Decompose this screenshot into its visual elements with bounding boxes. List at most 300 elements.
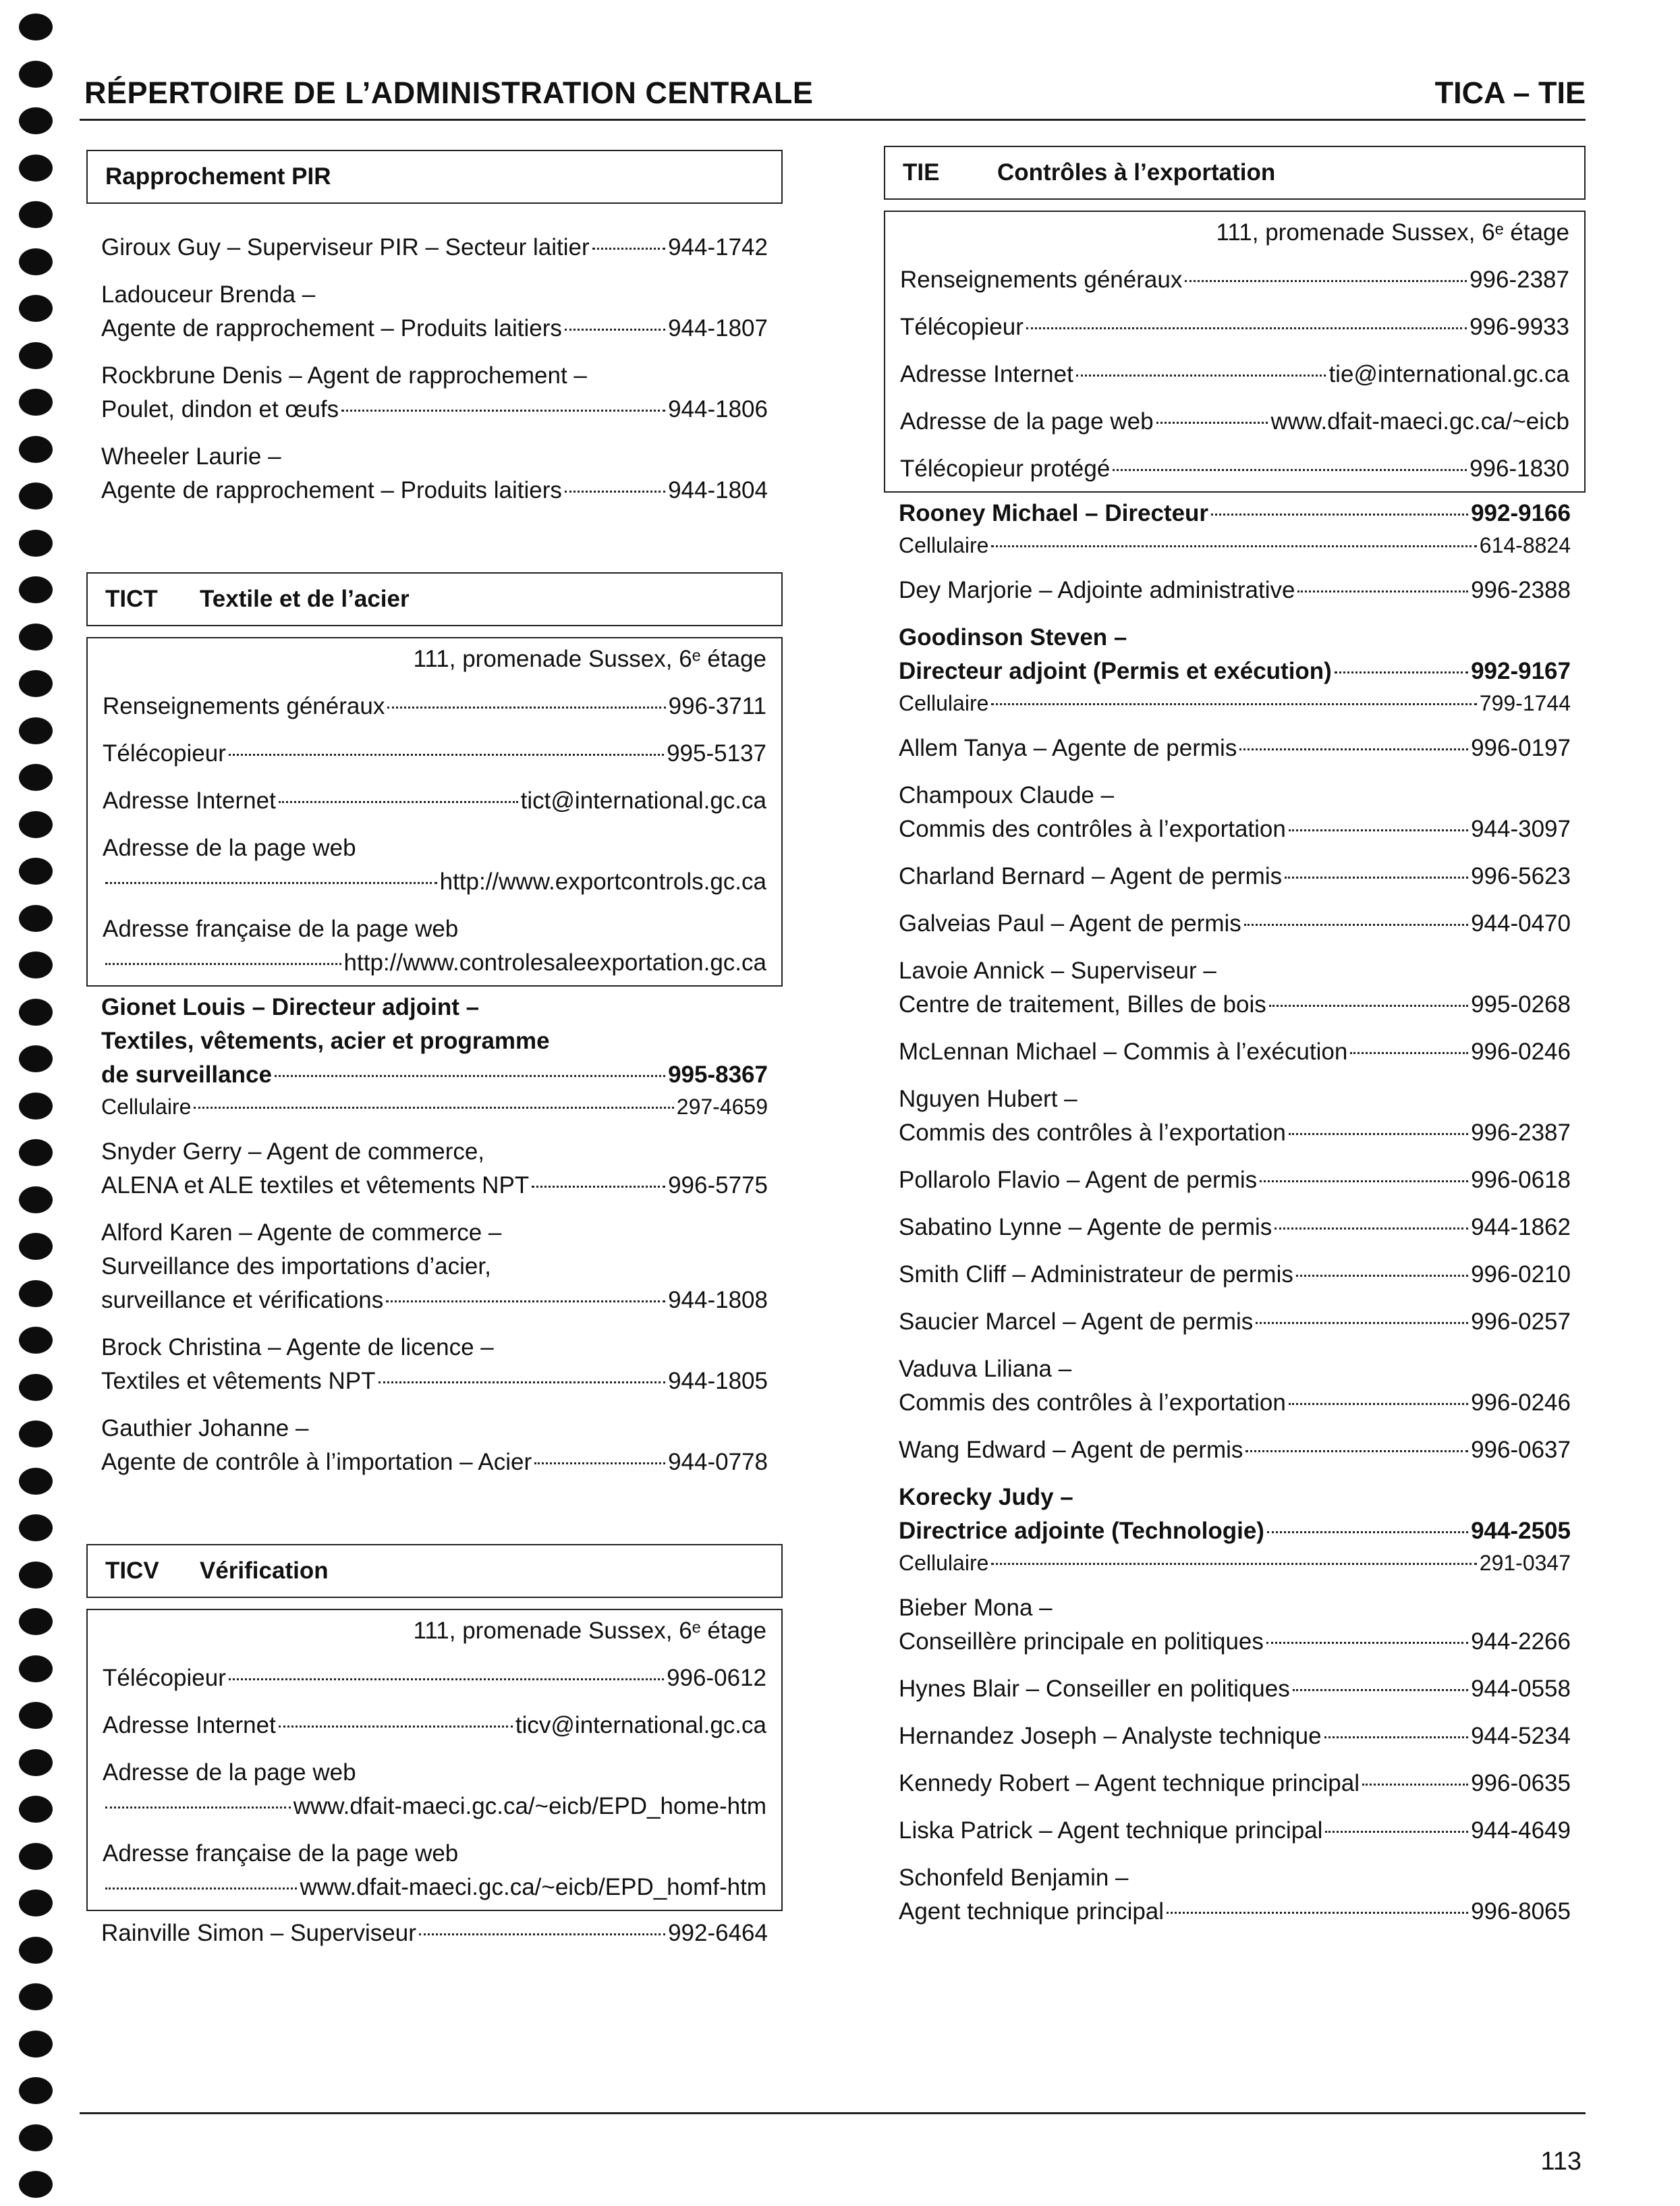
dotted-row: [101, 1445, 768, 1479]
binder-hole: [19, 1749, 53, 1776]
dot-leader: [1275, 1228, 1468, 1230]
info-entry: [103, 737, 766, 771]
entry-label: Galveias Paul – Agent de permis: [899, 910, 1241, 937]
info-entry: [900, 405, 1569, 439]
entry-value: tie@international.gc.ca: [1328, 361, 1569, 387]
dot-leader: [1267, 1531, 1468, 1533]
person-entry: [899, 732, 1571, 765]
binder-hole: [19, 2171, 53, 2198]
entry-value: 996-0635: [1471, 1770, 1571, 1796]
tie-group-3: [884, 1591, 1586, 1929]
info-entry: [103, 1661, 766, 1695]
person-entry: [899, 1719, 1571, 1753]
binder-hole: [19, 1280, 53, 1307]
person-entry: [899, 1163, 1571, 1197]
person-entry: [899, 621, 1571, 718]
dotted-row: [899, 574, 1571, 607]
entry-label: Directeur adjoint (Permis et exécution): [899, 658, 1332, 684]
dot-leader: [1211, 514, 1468, 516]
dot-leader: [1297, 590, 1468, 592]
entry-value: 944-2266: [1471, 1628, 1571, 1655]
entry-label: Adresse française de la page web: [103, 916, 459, 942]
dot-leader: [105, 1887, 297, 1890]
entry-label: Adresse Internet: [103, 788, 276, 814]
dot-leader: [229, 754, 664, 756]
entry-line: Gauthier Johanne –: [101, 1415, 309, 1441]
page-number: 113: [1540, 2147, 1581, 2176]
binder-hole: [19, 1374, 53, 1401]
entry-label: Charland Bernard – Agent de permis: [899, 863, 1283, 889]
dot-leader: [275, 1075, 665, 1077]
binder-hole: [19, 342, 53, 369]
dot-leader: [229, 1678, 664, 1680]
dotted-row: [900, 358, 1569, 391]
entry-label: de surveillance: [101, 1061, 272, 1088]
dotted-row: [101, 1169, 768, 1203]
binder-hole: [19, 389, 53, 416]
dot-leader: [1113, 469, 1467, 471]
binder-hole: [19, 1562, 53, 1589]
entry-value: http://www.exportcontrols.gc.ca: [439, 868, 766, 895]
dotted-row: [103, 737, 766, 771]
binder-hole: [19, 61, 53, 88]
dot-leader: [105, 963, 341, 965]
dot-leader: [532, 1186, 665, 1188]
entry-label: Adresse Internet: [900, 361, 1073, 387]
dot-leader: [387, 707, 665, 709]
entry-value: 996-0210: [1471, 1261, 1571, 1288]
dotted-row: [899, 1625, 1571, 1659]
entry-value: 944-1862: [1471, 1214, 1571, 1240]
entry-label: Adresse française de la page web: [103, 1840, 459, 1867]
entry-value: 996-3711: [668, 693, 766, 719]
entry-label: Télécopieur protégé: [900, 456, 1111, 482]
entry-label: Adresse de la page web: [900, 408, 1154, 435]
entry-label: Commis des contrôles à l’exportation: [899, 1120, 1286, 1146]
entry-value: 944-3097: [1471, 816, 1571, 842]
dot-leader: [1256, 1322, 1468, 1324]
entry-value: 944-1804: [668, 477, 768, 503]
person-entry: [899, 1258, 1571, 1292]
entry-line: Brock Christina – Agente de licence –: [101, 1334, 494, 1360]
entry-label: Renseignements généraux: [900, 267, 1183, 293]
person-entry: [101, 278, 768, 346]
entry-label: Agente de rapprochement – Produits laitiers: [101, 315, 562, 341]
person-entry: [899, 574, 1571, 607]
entry-line: Alford Karen – Agente de commerce –: [101, 1219, 502, 1246]
entry-label: Rooney Michael – Directeur: [899, 500, 1209, 526]
binder-hole: [19, 1186, 53, 1213]
address: 111, promenade Sussex, 6ᵉ étage: [1216, 219, 1569, 246]
dotted-row: [101, 393, 768, 426]
dot-leader: [592, 248, 665, 250]
person-entry: [899, 1082, 1571, 1150]
entry-value: 996-0637: [1471, 1437, 1571, 1463]
person-entry: [101, 440, 768, 507]
binder-hole: [19, 2031, 53, 2058]
ticv-info-list: [103, 1661, 766, 1904]
person-entry: [899, 1481, 1571, 1578]
entry-value: 944-1808: [668, 1287, 768, 1313]
dotted-row: [103, 1709, 766, 1742]
binder-hole: [19, 624, 53, 651]
tict-head: [86, 991, 783, 1122]
dotted-row: [899, 1895, 1571, 1929]
entry-label: Giroux Guy – Superviseur PIR – Secteur laitier: [101, 234, 590, 260]
dotted-row: [899, 1814, 1571, 1848]
dotted-row: [101, 1092, 768, 1122]
dot-leader: [1285, 877, 1468, 879]
tict-people: [86, 1135, 783, 1479]
person-entry: [101, 1216, 768, 1317]
dot-leader: [1239, 748, 1468, 750]
dot-leader: [991, 703, 1476, 705]
entry-line: Ladouceur Brenda –: [101, 281, 316, 308]
tict-info-box: [86, 637, 783, 987]
dotted-row: [899, 1548, 1571, 1578]
binder-hole: [19, 482, 53, 509]
dot-leader: [194, 1107, 673, 1109]
dot-leader: [1026, 327, 1467, 329]
entry-line: Surveillance des importations d’acier,: [101, 1253, 491, 1279]
tict-info-list: [103, 690, 766, 980]
binder-hole: [19, 1796, 53, 1823]
person-entry: [899, 497, 1571, 560]
info-entry: [103, 1837, 766, 1904]
binder-hole: [19, 905, 53, 932]
binder-hole: [19, 858, 53, 885]
person-entry: [101, 991, 768, 1122]
entry-value: 944-5234: [1471, 1723, 1571, 1749]
binder-hole: [19, 1890, 53, 1917]
entry-label: Liska Patrick – Agent technique principal: [899, 1817, 1323, 1844]
dotted-row: [900, 405, 1569, 439]
dot-leader: [1260, 1180, 1468, 1182]
entry-line: Goodinson Steven –: [899, 624, 1127, 651]
binder-hole: [19, 248, 53, 275]
entry-value: 799-1744: [1479, 691, 1571, 715]
binder-hole: [19, 1514, 53, 1541]
entry-value: 614-8824: [1479, 533, 1571, 557]
dot-leader: [1289, 829, 1468, 831]
binder-hole: [19, 1421, 53, 1447]
dot-leader: [105, 1807, 291, 1809]
entry-value: 944-1805: [668, 1368, 768, 1394]
dot-leader: [386, 1300, 665, 1302]
address: 111, promenade Sussex, 6ᵉ étage: [413, 646, 766, 672]
binder-hole: [19, 1468, 53, 1495]
entry-value: 996-0618: [1471, 1167, 1571, 1193]
section-title: Vérification: [200, 1557, 329, 1584]
entry-label: Dey Marjorie – Adjointe administrative: [899, 577, 1295, 603]
dot-leader: [1296, 1275, 1468, 1277]
person-entry: [899, 779, 1571, 846]
person-entry: [899, 1767, 1571, 1800]
dot-leader: [1266, 1642, 1468, 1644]
binder-hole: [19, 155, 53, 182]
entry-label: Commis des contrôles à l’exportation: [899, 816, 1286, 842]
dot-leader: [1324, 1736, 1469, 1738]
dotted-row: [900, 310, 1569, 344]
ticv-people: [86, 1917, 783, 1950]
entry-label: Télécopieur: [900, 314, 1024, 340]
entry-value: 992-6464: [668, 1920, 768, 1946]
binder-hole: [19, 576, 53, 603]
binder-hole: [19, 436, 53, 463]
entry-label: surveillance et vérifications: [101, 1287, 384, 1313]
dot-leader: [565, 329, 665, 331]
person-entry: [899, 1035, 1571, 1069]
binder-hole: [19, 1702, 53, 1729]
entry-label: Directrice adjointe (Technologie): [899, 1518, 1264, 1544]
person-entry: [101, 359, 768, 426]
section-header-pir: [86, 150, 783, 204]
tie-director: [884, 497, 1586, 560]
entry-value: 996-9933: [1469, 314, 1569, 340]
entry-value: 944-0558: [1471, 1676, 1571, 1702]
tie-info-list: [900, 263, 1569, 486]
dot-leader: [1289, 1133, 1468, 1135]
entry-value: 944-1807: [668, 315, 768, 341]
dotted-row: [899, 1672, 1571, 1706]
tie-group-2: [884, 732, 1586, 1467]
dotted-row: [899, 1719, 1571, 1753]
dotted-row: [899, 1035, 1571, 1069]
person-entry: [101, 231, 768, 265]
entry-label: Sabatino Lynne – Agente de permis: [899, 1214, 1272, 1240]
entry-value: 996-0612: [667, 1665, 766, 1691]
section-code: TICV: [105, 1557, 159, 1584]
dotted-row: [899, 1386, 1571, 1420]
entry-value: http://www.controlesaleexportation.gc.ca: [343, 949, 766, 976]
entry-value: 996-5775: [668, 1172, 768, 1198]
entry-value: 996-1830: [1469, 456, 1569, 482]
entry-value: 992-9166: [1471, 500, 1571, 526]
entry-line: Textiles, vêtements, acier et programme: [101, 1028, 550, 1054]
dotted-row: [900, 452, 1569, 486]
dotted-row: [899, 988, 1571, 1022]
dot-leader: [341, 410, 665, 412]
entry-label: Allem Tanya – Agente de permis: [899, 735, 1237, 761]
section-code: TIE: [903, 159, 940, 186]
person-entry: [899, 1814, 1571, 1848]
dotted-row: [899, 1514, 1571, 1548]
dotted-row: [899, 1433, 1571, 1467]
dotted-row: [101, 231, 768, 265]
dot-leader: [279, 1726, 513, 1728]
binder-hole: [19, 2124, 53, 2151]
person-entry: [101, 1135, 768, 1203]
entry-value: 996-0257: [1471, 1308, 1571, 1335]
entry-value: 996-0197: [1471, 735, 1571, 761]
binder-hole: [19, 1983, 53, 2010]
person-entry: [101, 1412, 768, 1479]
dot-leader: [279, 801, 518, 803]
tie-group-1: [884, 574, 1586, 607]
binder-hole: [19, 1093, 53, 1120]
binder-hole: [19, 670, 53, 697]
dotted-row: [101, 1917, 768, 1950]
binder-holes: [19, 13, 53, 2200]
entry-line: Korecky Judy –: [899, 1484, 1073, 1510]
entry-value: www.dfait-maeci.gc.ca/~eicb: [1270, 408, 1569, 435]
tie-deputy-1: [884, 621, 1586, 718]
entry-value: ticv@international.gc.ca: [515, 1712, 766, 1738]
binder-hole: [19, 295, 53, 322]
dot-leader: [991, 545, 1476, 547]
binder-hole: [19, 952, 53, 978]
entry-label: Adresse Internet: [103, 1712, 276, 1738]
binder-hole: [19, 1608, 53, 1635]
entry-value: 992-9167: [1471, 658, 1571, 684]
entry-value: 996-2388: [1471, 577, 1571, 603]
person-entry: [899, 1861, 1571, 1929]
entry-label: Centre de traitement, Billes de bois: [899, 991, 1266, 1018]
entry-label: Conseillère principale en politiques: [899, 1628, 1264, 1655]
entry-value: 996-2387: [1471, 1120, 1571, 1146]
entry-value: 995-5137: [667, 740, 766, 767]
entry-value: 996-0246: [1471, 1039, 1571, 1065]
page-title: RÉPERTOIRE DE L’ADMINISTRATION CENTRALE: [84, 76, 814, 110]
entry-value: 291-0347: [1479, 1551, 1571, 1575]
entry-label: Commis des contrôles à l’exportation: [899, 1389, 1286, 1416]
info-entry: [900, 452, 1569, 486]
info-entry: [103, 912, 766, 980]
binder-hole: [19, 1327, 53, 1354]
entry-value: 944-1742: [668, 234, 768, 260]
info-entry: [900, 310, 1569, 344]
section-title: Contrôles à l’exportation: [997, 159, 1276, 186]
person-entry: [899, 860, 1571, 893]
entry-label: Poulet, dindon et œufs: [101, 396, 339, 422]
entry-label: Cellulaire: [899, 691, 989, 715]
dotted-row: [899, 1767, 1571, 1800]
entry-label: Rainville Simon – Superviseur: [101, 1920, 416, 1946]
dotted-row: [899, 907, 1571, 941]
entry-label: Agente de contrôle à l’importation – Acier: [101, 1449, 532, 1475]
entry-label: Agente de rapprochement – Produits laitiers: [101, 477, 562, 503]
entry-value: tict@international.gc.ca: [520, 788, 766, 814]
dotted-row: [103, 1790, 766, 1823]
ticv-info-box: [86, 1609, 783, 1911]
dotted-row: [900, 263, 1569, 297]
entry-value: 297-4659: [676, 1095, 768, 1119]
dotted-row: [899, 860, 1571, 893]
dot-leader: [991, 1563, 1476, 1565]
binder-hole: [19, 13, 53, 40]
binder-hole: [19, 1937, 53, 1964]
person-entry: [101, 1331, 768, 1398]
dotted-row: [103, 865, 766, 899]
entry-label: Cellulaire: [899, 533, 989, 557]
dotted-row: [899, 1305, 1571, 1339]
entry-label: Télécopieur: [103, 740, 226, 767]
entry-value: 996-2387: [1469, 267, 1569, 293]
dotted-row: [101, 1284, 768, 1317]
info-entry: [103, 1709, 766, 1742]
dot-leader: [379, 1381, 666, 1383]
dotted-row: [103, 946, 766, 980]
entry-value: 995-0268: [1471, 991, 1571, 1018]
entry-label: Cellulaire: [899, 1551, 989, 1575]
entry-value: 996-0246: [1471, 1389, 1571, 1416]
entry-label: Adresse de la page web: [103, 1759, 356, 1786]
info-entry: [103, 690, 766, 723]
page-range: TICA – TIE: [1434, 76, 1586, 110]
binder-hole: [19, 530, 53, 557]
binder-hole: [19, 1139, 53, 1166]
dot-leader: [1350, 1052, 1468, 1054]
person-entry: [899, 1433, 1571, 1467]
binder-hole: [19, 1843, 53, 1870]
entry-label: Saucier Marcel – Agent de permis: [899, 1308, 1254, 1335]
dotted-row: [899, 688, 1571, 718]
dot-leader: [105, 882, 437, 884]
entry-label: Hernandez Joseph – Analyste technique: [899, 1723, 1322, 1749]
entry-label: Renseignements généraux: [103, 693, 385, 719]
header-rule: [80, 119, 1586, 121]
dotted-row: [899, 655, 1571, 688]
section-header-tict: [86, 572, 783, 626]
address: 111, promenade Sussex, 6ᵉ étage: [413, 1618, 766, 1644]
binder-hole: [19, 764, 53, 791]
dotted-row: [899, 732, 1571, 765]
dot-leader: [1244, 924, 1468, 926]
dotted-row: [899, 1258, 1571, 1292]
entry-line: Snyder Gerry – Agent de commerce,: [101, 1138, 485, 1165]
entry-value: 996-8065: [1471, 1898, 1571, 1925]
left-column: [86, 150, 783, 1964]
entry-line: Rockbrune Denis – Agent de rapprochement –: [101, 362, 587, 389]
info-entry: [103, 784, 766, 818]
entry-line: Wheeler Laurie –: [101, 443, 281, 470]
dot-leader: [1269, 1005, 1468, 1007]
binder-hole: [19, 717, 53, 744]
entry-line: Vaduva Liliana –: [899, 1356, 1072, 1382]
person-entry: [899, 1352, 1571, 1420]
entry-value: www.dfait-maeci.gc.ca/~eicb/EPD_home-htm: [293, 1793, 766, 1819]
entry-label: Agent technique principal: [899, 1898, 1165, 1925]
info-entry: [900, 263, 1569, 297]
entry-label: Cellulaire: [101, 1095, 192, 1119]
dotted-row: [899, 530, 1571, 560]
dot-leader: [1245, 1450, 1468, 1452]
entry-line: Lavoie Annick – Superviseur –: [899, 958, 1216, 984]
dotted-row: [899, 497, 1571, 530]
binder-hole: [19, 201, 53, 228]
dot-leader: [565, 491, 665, 493]
entry-label: Hynes Blair – Conseiller en politiques: [899, 1676, 1290, 1702]
entry-label: Smith Cliff – Administrateur de permis: [899, 1261, 1293, 1288]
binder-hole: [19, 811, 53, 838]
dot-leader: [1167, 1912, 1468, 1914]
binder-hole: [19, 999, 53, 1026]
person-entry: [899, 1305, 1571, 1339]
person-entry: [899, 1211, 1571, 1244]
person-entry: [899, 1591, 1571, 1659]
binder-hole: [19, 2077, 53, 2104]
entry-value: 944-4649: [1471, 1817, 1571, 1844]
info-entry: [103, 831, 766, 899]
dot-leader: [1156, 422, 1268, 424]
tie-deputy-2: [884, 1481, 1586, 1578]
dotted-row: [103, 1871, 766, 1904]
person-entry: [899, 1672, 1571, 1706]
dotted-row: [103, 690, 766, 723]
dot-leader: [1293, 1689, 1468, 1691]
person-entry: [101, 1917, 768, 1950]
section-title: Textile et de l’acier: [200, 586, 410, 612]
